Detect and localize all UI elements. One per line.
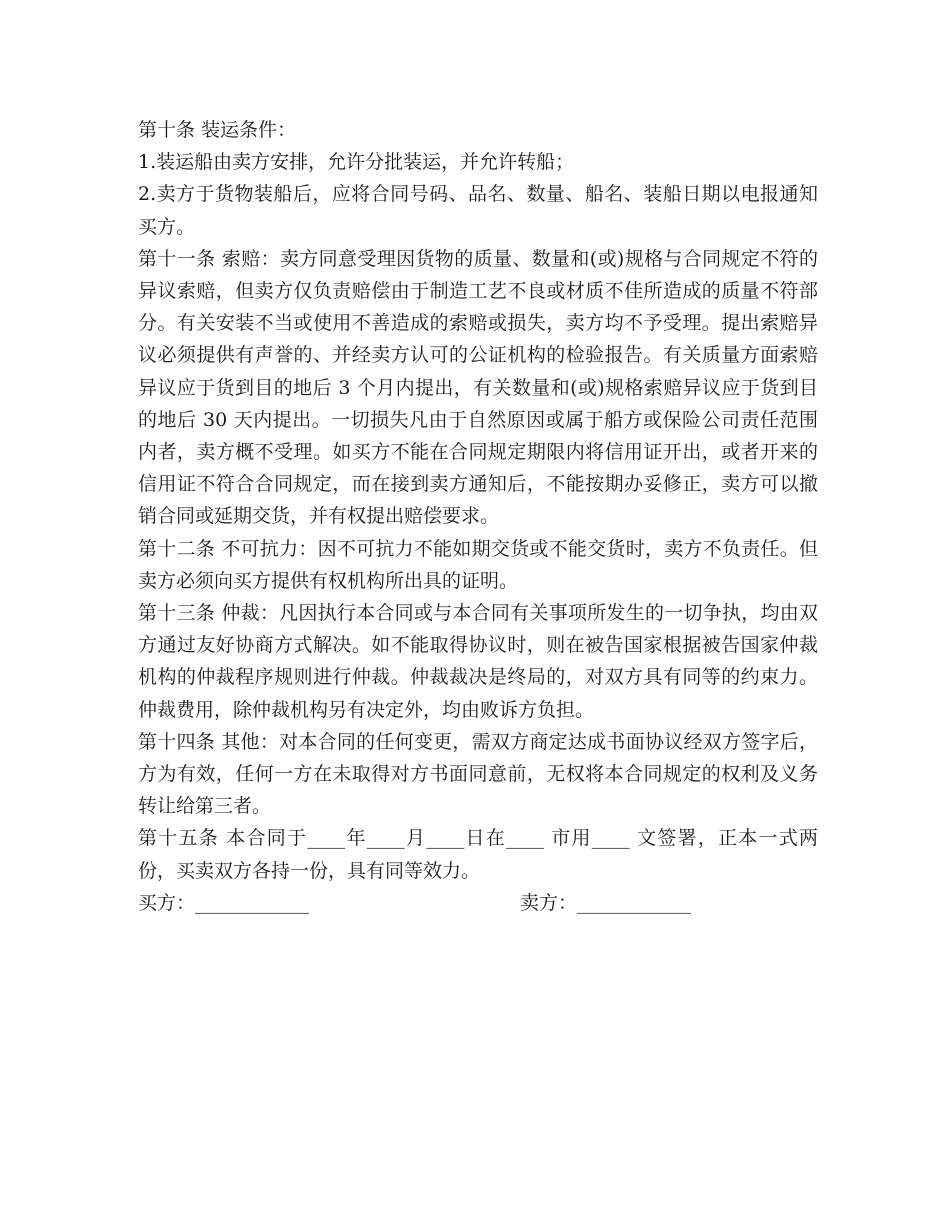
buyer-signature-line: 买方：____________: [138, 891, 310, 914]
clause-15-signing: 第十五条 本合同于____年____月____日在____ 市用____ 文签署，正本一式两份，买卖双方各持一份，具有同等效力。: [138, 827, 818, 882]
clause-10-item-2: 2.卖方于货物装船后，应将合同号码、品名、数量、船名、装船日期以电报通知买方。: [138, 183, 818, 238]
clause-11-claims: 第十一条 索赔：卖方同意受理因货物的质量、数量和(或)规格与合同规定不符的异议索赔，但卖方仅负责赔偿由于制造工艺不良或材质不佳所造成的质量不符部分。有关安装不当或使用不善造成的索赔或损失，卖方均不予受理。提出索赔异议必须提供有声誉的、并经卖方认可的公证机构的检验报告。有关质量方面索赔异议应于货到目的地后 3 个月内提出，有关数量和(或)规格索赔异议应于货到目的地后 30 天内提出。一切损失凡由于自然原因或属于船方或保险公司责任范围内者，卖方概不受理。如买方不能在合同规定期限内将信用证开出，或者开来的信用证不符合合同规定，而在接到卖方通知后，不能按期办妥修正，卖方可以撤销合同或延期交货，并有权提出赔偿要求。: [138, 247, 818, 528]
clause-14-other: 第十四条 其他：对本合同的任何变更，需双方商定达成书面协议经双方签字后，方为有效，任何一方在未取得对方书面同意前，无权将本合同规定的权利及义务转让给第三者。: [138, 730, 818, 818]
clause-12-force-majeure: 第十二条 不可抗力：因不可抗力不能如期交货或不能交货时，卖方不负责任。但卖方必须向买方提供有权机构所出具的证明。: [138, 537, 818, 592]
contract-body: [138, 114, 818, 919]
clause-13-arbitration: 第十三条 仲裁：凡因执行本合同或与本合同有关事项所发生的一切争执，均由双方通过友好协商方式解决。如不能取得协议时，则在被告国家根据被告国家仲裁机构的仲裁程序规则进行仲裁。仲裁裁决是终局的，对双方具有同等的约束力。仲裁费用，除仲裁机构另有决定外，均由败诉方负担。: [138, 602, 818, 721]
clause-10-item-1: 1.装运船由卖方安排，允许分批装运，并允许转船；: [138, 151, 575, 174]
seller-signature-line: 卖方：____________: [520, 891, 692, 914]
signature-row: [138, 887, 818, 919]
clause-10-title: 第十条 装运条件：: [138, 119, 297, 141]
